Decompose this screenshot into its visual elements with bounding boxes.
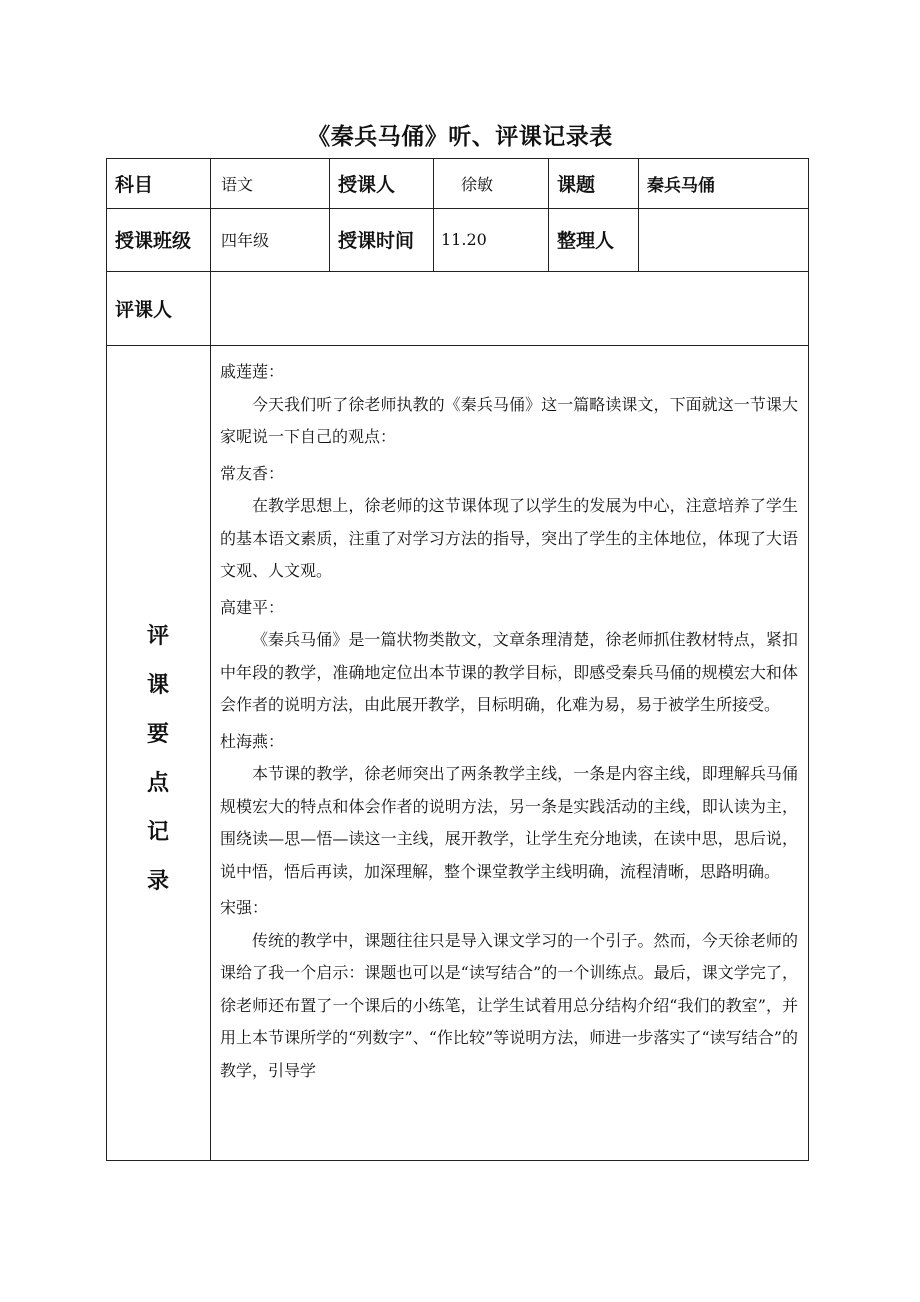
organizer-label: 整理人 (557, 230, 615, 252)
subject-value: 语文 (221, 174, 254, 194)
teacher-label: 授课人 (338, 173, 396, 196)
comment-text: 《秦兵马俑》是一篇状物类散文，文章条理清楚，徐老师抓住教材特点，紧扣中年段的教学，准确地定位出本节课的教学目标，即感受秦兵马俑的规模宏大和体会作者的说明方法，由此展开教学，目标明确，化难为易，易于被学生所接受。 (220, 630, 798, 714)
notes-label-char: 课 (146, 673, 169, 698)
topic-value: 秦兵马俑 (647, 175, 715, 196)
reviewer-label: 评课人 (115, 298, 173, 321)
comment-speaker: 高建平： (220, 597, 285, 617)
notes-label (106, 612, 210, 906)
topic-label: 课题 (557, 173, 596, 196)
notes-label-char: 要 (146, 722, 169, 747)
organizer-value (638, 208, 809, 271)
time-label: 授课时间 (338, 230, 415, 252)
teacher-value: 徐敏 (461, 174, 494, 194)
notes-label-char: 录 (146, 869, 169, 894)
notes-label-char: 记 (146, 820, 169, 845)
reviewer-value (210, 271, 809, 345)
notes-label-char: 点 (146, 771, 169, 796)
comment-speaker: 戚莲莲： (220, 362, 285, 381)
subject-label: 科目 (115, 173, 154, 196)
notes-label-char: 评 (146, 624, 169, 649)
class-label: 授课班级 (115, 230, 192, 252)
comment-text: 今天我们听了徐老师执教的《秦兵马俑》这一篇略读课文，下面就这一节课大家呢说一下自己的观点： (220, 394, 798, 446)
comment-text: 传统的教学中，课题往往只是导入课文学习的一个引子。然而，今天徐老师的课给了我一个启示：课题也可以是“读写结合”的一个训练点。最后，课文学完了，徐老师还布置了一个课后的小练笔，让学生试着用总分结构介绍“我们的教室”，并用上本节课所学的“列数字”、“作比较”等说明方法，师进一步落实了“读写结合”的教学，引导学 (220, 930, 798, 1080)
comment-speaker: 杜海燕： (220, 731, 285, 751)
comment-speaker: 宋强： (220, 898, 269, 917)
row-divider (106, 345, 809, 346)
comments-area (220, 350, 798, 1158)
comment-speaker: 常友香： (220, 463, 285, 483)
class-value: 四年级 (221, 231, 270, 250)
comment-text: 本节课的教学，徐老师突出了两条教学主线，一条是内容主线，即理解兵马俑规模宏大的特点和体会作者的说明方法，另一条是实践活动的主线，即认读为主，围绕读—思—悟—读这一主线，展开教学，让学生充分地读，在读中思，思后说，说中悟，悟后再读，加深理解，整个课堂教学主线明确，流程清晰，思路明确。 (220, 764, 798, 881)
page-title: 《秦兵马俑》听、评课记录表 (307, 124, 613, 150)
time-value: 11.20 (441, 230, 487, 249)
comment-text: 在教学思想上，徐老师的这节课体现了以学生的发展为中心，注意培养了学生的基本语文素质，注重了对学习方法的指导，突出了学生的主体地位，体现了大语文观、人文观。 (220, 496, 798, 580)
